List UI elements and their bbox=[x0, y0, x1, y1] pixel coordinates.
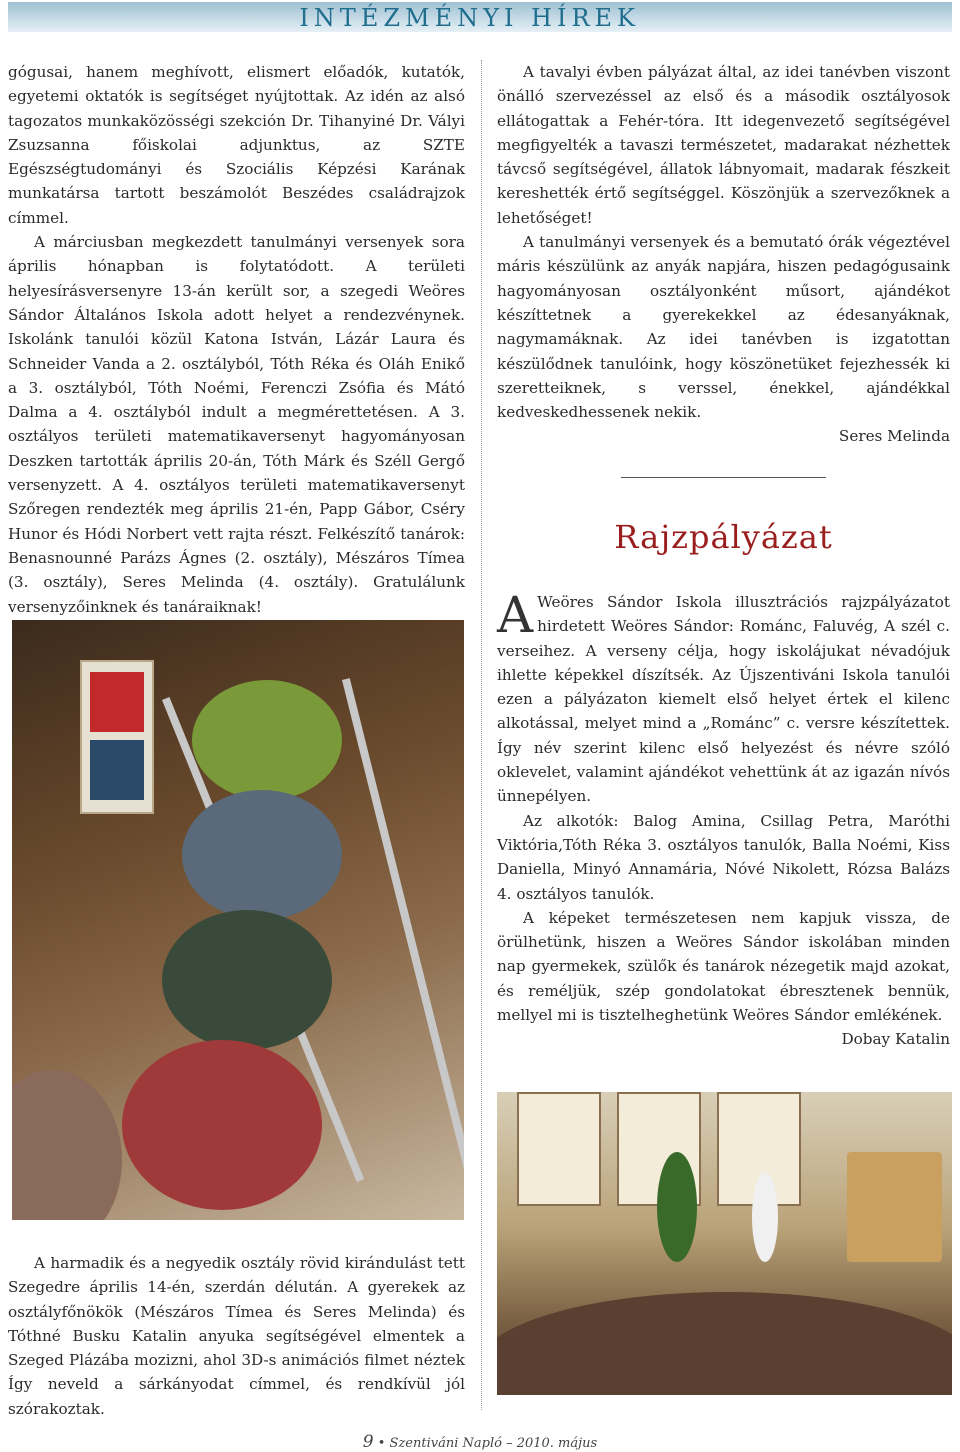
footer-bullet: • bbox=[377, 1436, 386, 1451]
left-column-top bbox=[8, 60, 465, 619]
window bbox=[517, 1092, 601, 1206]
left-column-bottom bbox=[8, 1251, 465, 1421]
signature: Seres Melinda bbox=[838, 427, 950, 446]
paragraph: A tavalyi évben pályázat által, az idei tanévben viszont önálló szervezéssel az első és a második osztályosok ellátogattak a Fehér-tóra. Itt idegenvezető segítségével megfigyelték a tavaszi természetet, madarakat nézhettek távcső segítségével, állatok lábnyomait, madarak fészkeit kereshették értő segítséggel. Köszönjük a szervezőknek a lehetőséget! bbox=[497, 63, 950, 227]
paragraph: gógusai, hanem meghívott, elismert előadók, kutatók, egyetemi oktatók is segítséget nyújtottak. Az idén az alsó tagozatos munkaközösségi szekción Dr. Tihanyiné Dr. Vályi Zsuzsanna főiskolai adjunktus, az SZTE Egészségtudományi és Szociális Képzési Karának munkatársa tartott beszámolót Beszédes családrajzok címmel. bbox=[8, 63, 465, 227]
movie-poster bbox=[80, 660, 154, 814]
section-rule bbox=[621, 477, 826, 478]
drawings-board bbox=[847, 1152, 942, 1262]
right-column-top bbox=[497, 60, 950, 449]
section-header-title: INTÉZMÉNYI HÍREK bbox=[299, 4, 640, 32]
drop-cap: A bbox=[497, 586, 534, 644]
crowd-shape bbox=[122, 1040, 322, 1210]
paragraph: A márciusban megkezdett tanulmányi versenyek sora április hónapban is folytatódott. A területi helyesírásversenyre 13-án került sor, a szegedi Weöres Sándor Általános Iskola adott helyet a rendezvénynek. Iskolánk tanulói közül Katona István, Lázár Laura és Schneider Vanda a 2. osztályból, Tóth Réka és Oláh Enikő a 3. osztályból, Tóth Noémi, Ferenczi Zsófia és Mátó Dalma a 4. osztályból indult a megmérettetésen. A 3. osztályos területi matematikaversenyt hagyományosan Deszken tartották április 20-án, Tóth Márk és Széll Gergő versenyzett. A 4. osztályos területi matematikaversenyt Szőregen rendezték meg április 21-én, Papp Gábor, Cséry Hunor és Hódi Norbert vett rajta részt. Felkészítő tanárok: Benasnounné Parázs Ágnes (2. osztály), Mészáros Tímea (3. osztály), Seres Melinda (4. osztály). Gratulálunk versenyzőinknek és tanáraiknak! bbox=[8, 233, 465, 616]
page-number: 9 bbox=[362, 1432, 374, 1452]
section-title: Rajzpályázat bbox=[614, 518, 833, 556]
paragraph: A tanulmányi versenyek és a bemutató órák végeztével máris készülünk az anyák napjára, hiszen pedagógusaink hagyományosan osztályonként műsort, ajándékot készíttetnek a gyerekekkel az édesanyáknak, nagymamáknak. Az idei tanévben is izgatottan készülődnek tanulóink, hogy köszönetüket fejezhessék ki szeretteiknek, s verssel, énekkel, ajándékkal kedveskedhessenek nekik. bbox=[497, 233, 950, 422]
page-footer bbox=[0, 1432, 960, 1452]
escalator-photo bbox=[12, 620, 464, 1220]
crowd-shape bbox=[162, 910, 332, 1050]
paragraph: A képeket természetesen nem kapjuk vissza, de örülhetünk, hiszen a Weöres Sándor iskolában minden nap gyermekek, szülők és tanárok nézegetik majd azokat, és reméljük, szép gondolatokat ébresztenek bennük, mellyel mi is tisztelheghetünk Weöres Sándor emlékének. bbox=[497, 908, 950, 1025]
paragraph: Az alkotók: Balog Amina, Csillag Petra, Maróthi Viktória,Tóth Réka 3. osztályos tanulók, Balla Noémi, Kiss Daniella, Minyó Annamária, Nóvé Nikolett, Rózsa Balázs 4. osztályos tanulók. bbox=[497, 811, 950, 903]
journal-name: Szentiváni Napló – 2010. május bbox=[389, 1436, 598, 1451]
crowd-shape bbox=[12, 1070, 122, 1220]
signature: Dobay Katalin bbox=[841, 1030, 950, 1049]
plant-shape bbox=[657, 1152, 697, 1262]
paragraph bbox=[497, 586, 950, 809]
escalator-rail bbox=[342, 678, 464, 1204]
paragraph: A harmadik és a negyedik osztály rövid kirándulást tett Szegedre április 14-én, szerdán délután. A gyerekek az osztályfőnökök (Mészáros Tímea és Seres Melinda) és Tóthné Busku Katalin anyuka segítségével elmentek a Szeged Plázába mozizni, ahol 3D-s animációs filmet néztek Így neveld a sárkányodat címmel, és rendkívül jól szórakoztak. bbox=[8, 1254, 465, 1418]
hall-photo bbox=[497, 1092, 952, 1395]
paragraph-text: Weöres Sándor Iskola illusztrációs rajzpályázatot hirdetett Weöres Sándor: Románc, Faluvég, A szél c. verseihez. A verseny célja, hogy iskolájukat névadójuk ihlette képekkel díszítsék. Az Újszentiváni Iskola tanulói ezen a pályázaton kiemelt első helyet értek el kilenc alkotással, melyet mind a „Románc” c. versre készítettek. Így név szerint kilenc első helyezést és névre szóló oklevelet, valamint ajándékot vehettünk át az igazán nívós ünnepélyen. bbox=[497, 593, 950, 806]
right-column-article bbox=[497, 586, 950, 1052]
audience-shape bbox=[497, 1292, 952, 1395]
speaker-shape bbox=[752, 1172, 778, 1262]
column-divider bbox=[481, 60, 482, 1410]
crowd-shape bbox=[182, 790, 342, 920]
crowd-shape bbox=[192, 680, 342, 800]
